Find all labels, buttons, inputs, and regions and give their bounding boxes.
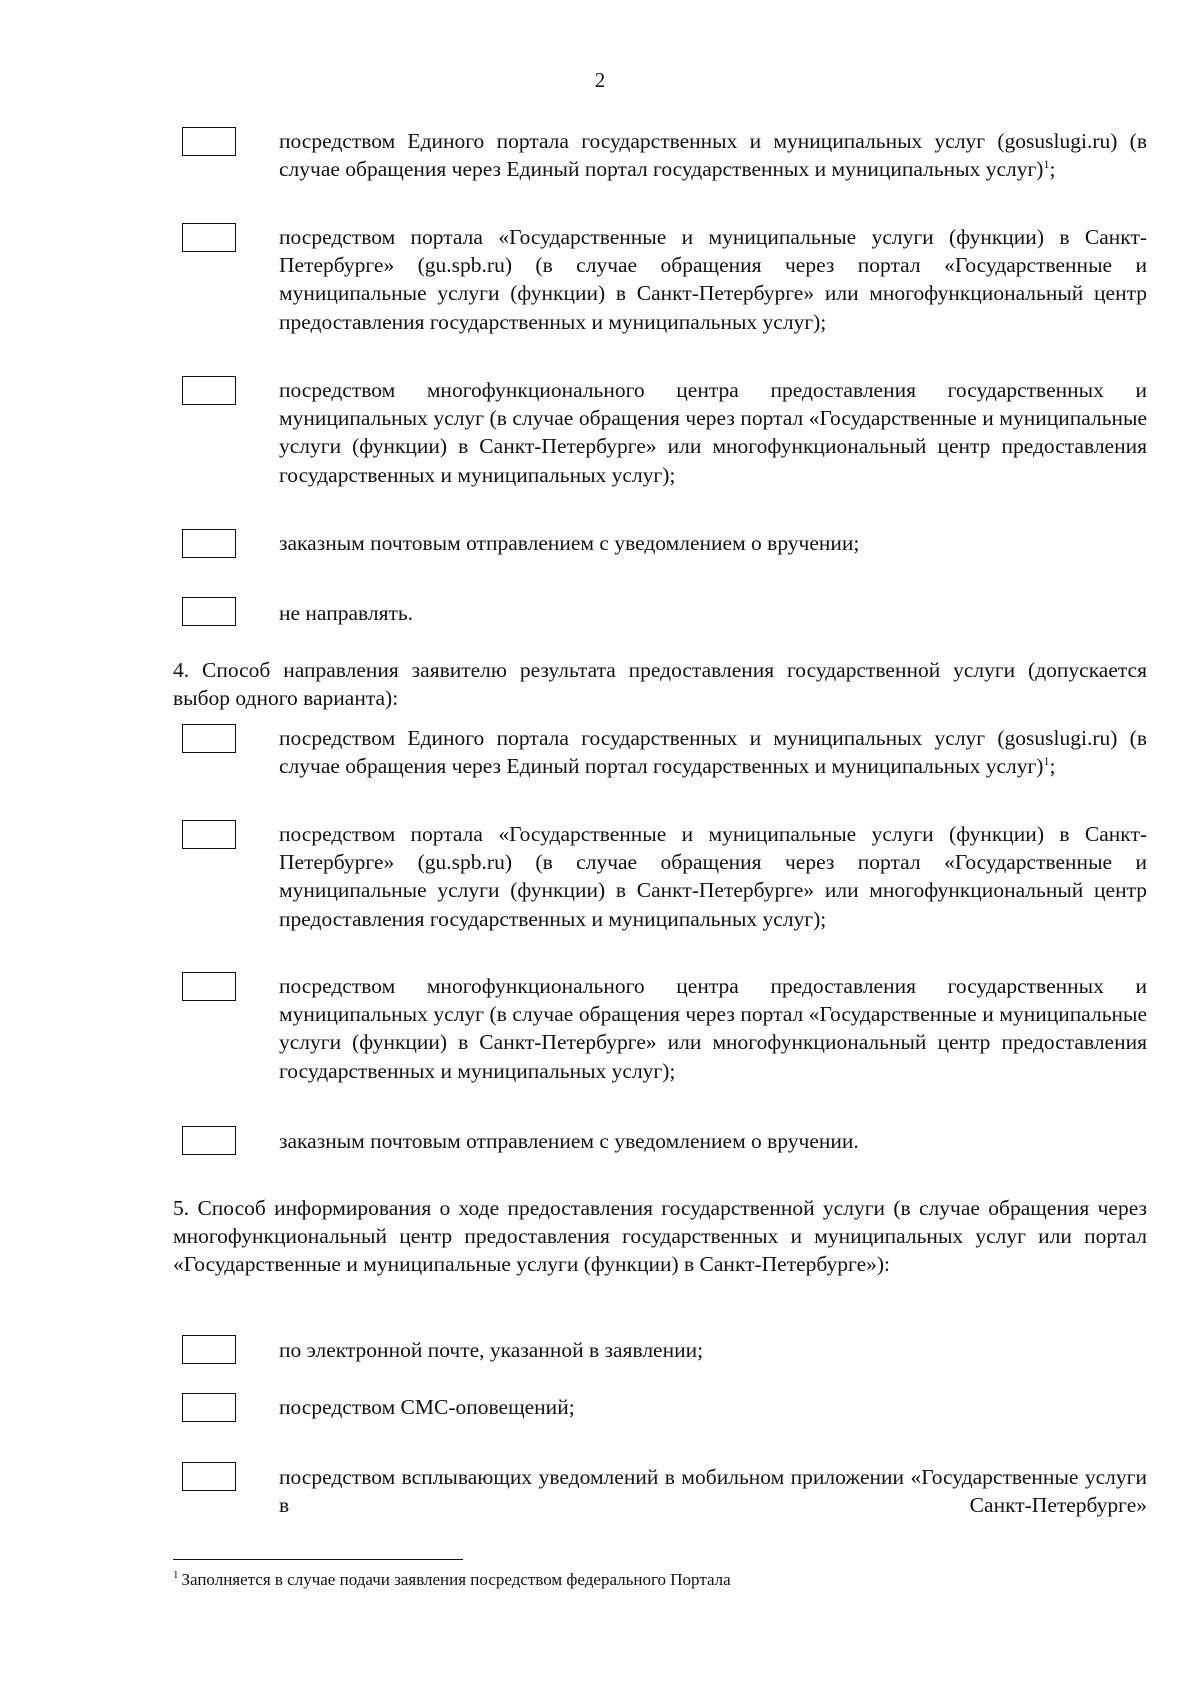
checkbox[interactable] bbox=[182, 597, 236, 626]
checkbox[interactable] bbox=[182, 1462, 236, 1491]
checkbox[interactable] bbox=[182, 223, 236, 252]
checkbox[interactable] bbox=[182, 1335, 236, 1364]
checkbox[interactable] bbox=[182, 529, 236, 558]
option-label: посредством Единого портала государственных и муниципальных услуг (gosuslugi.ru) (в случае обращения через Единый портал государственных и муниципальных услуг)$^1$; bbox=[279, 129, 1147, 182]
option-label: по электронной почте, указанной в заявлении; bbox=[279, 1338, 704, 1362]
checkbox[interactable] bbox=[182, 1126, 236, 1155]
option-label: посредством портала «Государственные и муниципальные услуги (функции) в Санкт-Петербурге» (gu.spb.ru) (в случае обращения через портал «Государственные и муниципальные услуги (функции) в Санкт-Петербурге» или многофункциональный центр предоставления государственных и муниципальных услуг); bbox=[279, 225, 1147, 334]
option-label: посредством всплывающих уведомлений в мобильном приложении «Государственные услуги в Санкт-Петербурге» bbox=[279, 1465, 1147, 1518]
section-5-heading: 5. Способ информирования о ходе предоставления государственной услуги (в случае обращения через многофункциональный центр предоставления государственных и муниципальных услуг или портал «Государственные и муниципальные услуги (функции) в Санкт-Петербурге»): bbox=[173, 1196, 1147, 1277]
checkbox[interactable] bbox=[182, 972, 236, 1001]
footnote-divider bbox=[173, 1559, 463, 1560]
checkbox[interactable] bbox=[182, 724, 236, 753]
footnote-text: Заполняется в случае подачи заявления посредством федерального Портала bbox=[181, 1570, 731, 1589]
option-label: заказным почтовым отправлением с уведомлением о вручении; bbox=[279, 531, 860, 555]
option-label: посредством портала «Государственные и муниципальные услуги (функции) в Санкт-Петербурге» (gu.spb.ru) (в случае обращения через портал «Государственные и муниципальные услуги (функции) в Санкт-Петербурге» или многофункциональный центр предоставления государственных и муниципальных услуг); bbox=[279, 822, 1147, 931]
footnote-ref: 1 bbox=[1043, 754, 1050, 769]
option-label: заказным почтовым отправлением с уведомлением о вручении. bbox=[279, 1129, 859, 1153]
option-label: не направлять. bbox=[279, 601, 414, 625]
page-number: 2 bbox=[594, 68, 606, 92]
footnote bbox=[173, 1569, 1073, 1591]
section-4-heading: 4. Способ направления заявителю результата предоставления государственной услуги (допускается выбор одного варианта): bbox=[173, 658, 1147, 711]
footnote-mark: 1 bbox=[173, 1569, 179, 1582]
option-label: посредством СМС-оповещений; bbox=[279, 1395, 575, 1419]
option-label: посредством Единого портала государственных и муниципальных услуг (gosuslugi.ru) (в случае обращения через Единый портал государственных и муниципальных услуг)$^1$; bbox=[279, 726, 1147, 779]
checkbox[interactable] bbox=[182, 820, 236, 849]
footnote-ref: 1 bbox=[1043, 157, 1050, 172]
checkbox[interactable] bbox=[182, 376, 236, 405]
checkbox[interactable] bbox=[182, 1393, 236, 1422]
option-label: посредством многофункционального центра предоставления государственных и муниципальных услуг (в случае обращения через портал «Государственные и муниципальные услуги (функции) в Санкт-Петербурге» или многофункциональный центр предоставления государственных и муниципальных услуг); bbox=[279, 378, 1147, 487]
checkbox[interactable] bbox=[182, 127, 236, 156]
option-label: посредством многофункционального центра предоставления государственных и муниципальных услуг (в случае обращения через портал «Государственные и муниципальные услуги (функции) в Санкт-Петербурге» или многофункциональный центр предоставления государственных и муниципальных услуг); bbox=[279, 974, 1147, 1083]
